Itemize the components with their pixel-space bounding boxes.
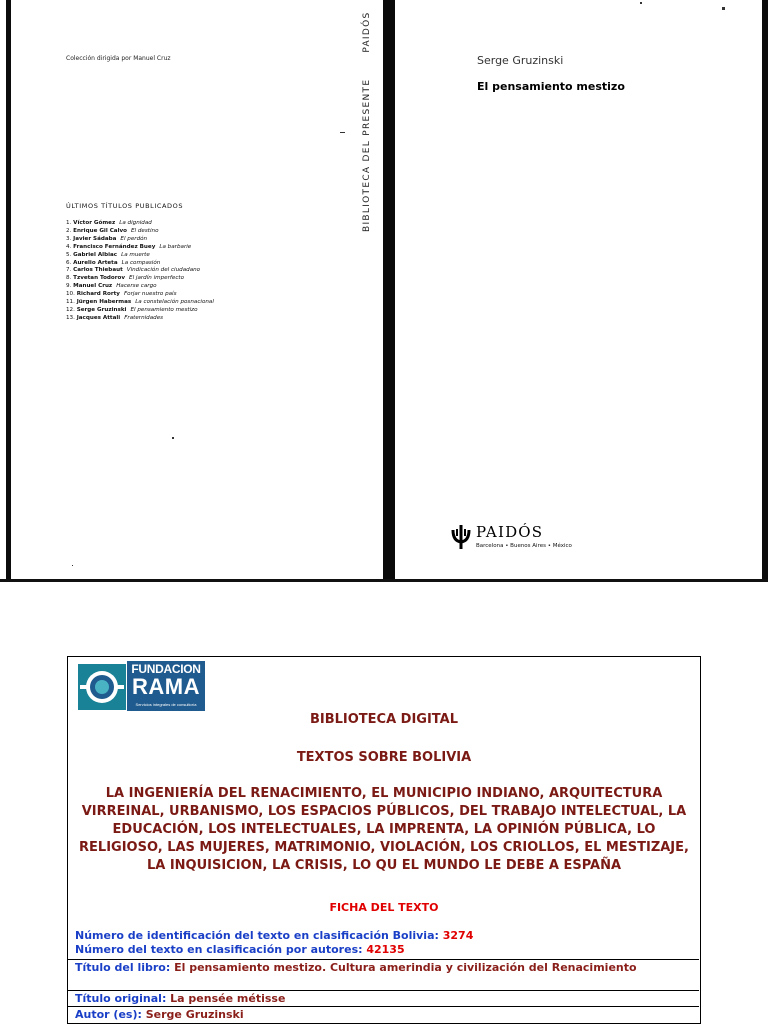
id-autores-line (75, 943, 405, 956)
collection-editor-line: Colección dirigida por Manuel Cruz (66, 55, 171, 62)
scan-speck (172, 437, 174, 439)
publisher-cities: Barcelona • Buenos Aires • México (476, 543, 572, 549)
list-item: 9. Manuel Cruz Hacerse cargo (66, 283, 157, 290)
list-item: 6. Aurelio Arteta La compasión (66, 259, 161, 266)
id-bolivia-line (75, 929, 473, 942)
autor-row (67, 1006, 699, 1022)
scan-edge-right (762, 0, 768, 582)
textos-bolivia-heading: TEXTOS SOBRE BOLIVIA (296, 750, 472, 765)
list-item: 7. Carlos Thiebaut Vindicación del ciudadano (66, 267, 201, 274)
list-item: 12. Serge Gruzinski El pensamiento mestizo (66, 306, 198, 313)
id-bolivia-value: 3274 (442, 929, 474, 942)
latest-titles-heading: ÚLTIMOS TÍTULOS PUBLICADOS (66, 202, 184, 210)
titulo-original-value: La pensée métisse (170, 992, 286, 1005)
scan-speck (722, 7, 725, 10)
fundacion-rama-logo-mark (78, 664, 126, 710)
id-autores-value: 42135 (366, 943, 405, 956)
titulo-original-row (67, 990, 699, 1006)
autor-label: Autor (es): (75, 1008, 146, 1021)
titulo-label: Título del libro: (75, 961, 175, 974)
book-author: Serge Gruzinski (477, 54, 564, 67)
logo-subtitle: Servicios integrales de consultoría (135, 702, 197, 707)
publisher-name: PAIDÓS (476, 523, 544, 541)
list-item: 11. Jürgen Habermas La constelación posnacional (66, 299, 214, 306)
autor-value: Serge Gruzinski (145, 1008, 244, 1021)
list-item: 5. Gabriel Albiac La muerte (66, 251, 150, 258)
list-item: 13. Jacques Attali Fraternidades (66, 314, 164, 321)
list-item: 8. Tzvetan Todorov El jardín imperfecto (66, 275, 185, 282)
logo-line-2: RAMA (132, 674, 200, 699)
list-item: 3. Javier Sádaba El perdón (66, 235, 148, 242)
list-item: 1. Víctor Gómez La dignidad (66, 220, 152, 226)
book-title: El pensamiento mestizo (477, 80, 625, 93)
book-fold (383, 0, 395, 582)
list-item: 4. Francisco Fernández Buey La barbarie (66, 243, 192, 250)
globe-icon (78, 664, 126, 710)
scan-speck (340, 132, 345, 133)
id-bolivia-label: Número de identificación del texto en clasificación Bolivia: (75, 929, 443, 942)
scan-edge-left (6, 0, 11, 582)
id-autores-label: Número del texto en clasificación por autores: (75, 943, 367, 956)
series-spine-text (362, 11, 372, 232)
scan-speck (640, 2, 642, 4)
scan-speck (72, 565, 73, 566)
biblioteca-digital-heading: BIBLIOTECA DIGITAL (309, 712, 459, 727)
titulo-value: El pensamiento mestizo. Cultura amerindia y civilización del Renacimiento (174, 961, 637, 974)
logo-line-1: FUNDACION (131, 662, 201, 676)
topics-heading: LA INGENIERÍA DEL RENACIMIENTO, EL MUNICIPIO INDIANO, ARQUITECTURA VIRREINAL, URBANISMO, LOS ESPACIOS PÚBLICOS, DEL TRABAJO INTELECTUAL, LA EDUCACIÓN, LOS INTELECTUALES, LA IMPRENTA, LA OPINIÓN PÚBLICA, LO RELIGIOSO, LAS MUJERES, MATRIMONIO, VIOLACIÓN, LOS CRIOLLOS, EL MESTIZAJE, LA INQUISICION, LA CRISIS, LO QU EL MUNDO LE DEBE A ESPAÑA (79, 786, 689, 873)
titulo-original-label: Título original: (75, 992, 171, 1005)
series-publisher: PAIDÓS (362, 11, 372, 53)
ficha-heading: FICHA DEL TEXTO (329, 901, 439, 914)
titulo-row (67, 959, 699, 990)
paidos-logo-icon (450, 524, 472, 550)
series-name: BIBLIOTECA DEL PRESENTE (362, 78, 372, 232)
fundacion-rama-logo (127, 661, 205, 711)
list-item: 2. Enrique Gil Calvo El destino (66, 227, 159, 234)
published-titles-list (66, 220, 214, 323)
list-item: 10. Richard Rorty Forjar nuestro país (66, 291, 177, 298)
scan-bottom-edge (0, 579, 768, 582)
